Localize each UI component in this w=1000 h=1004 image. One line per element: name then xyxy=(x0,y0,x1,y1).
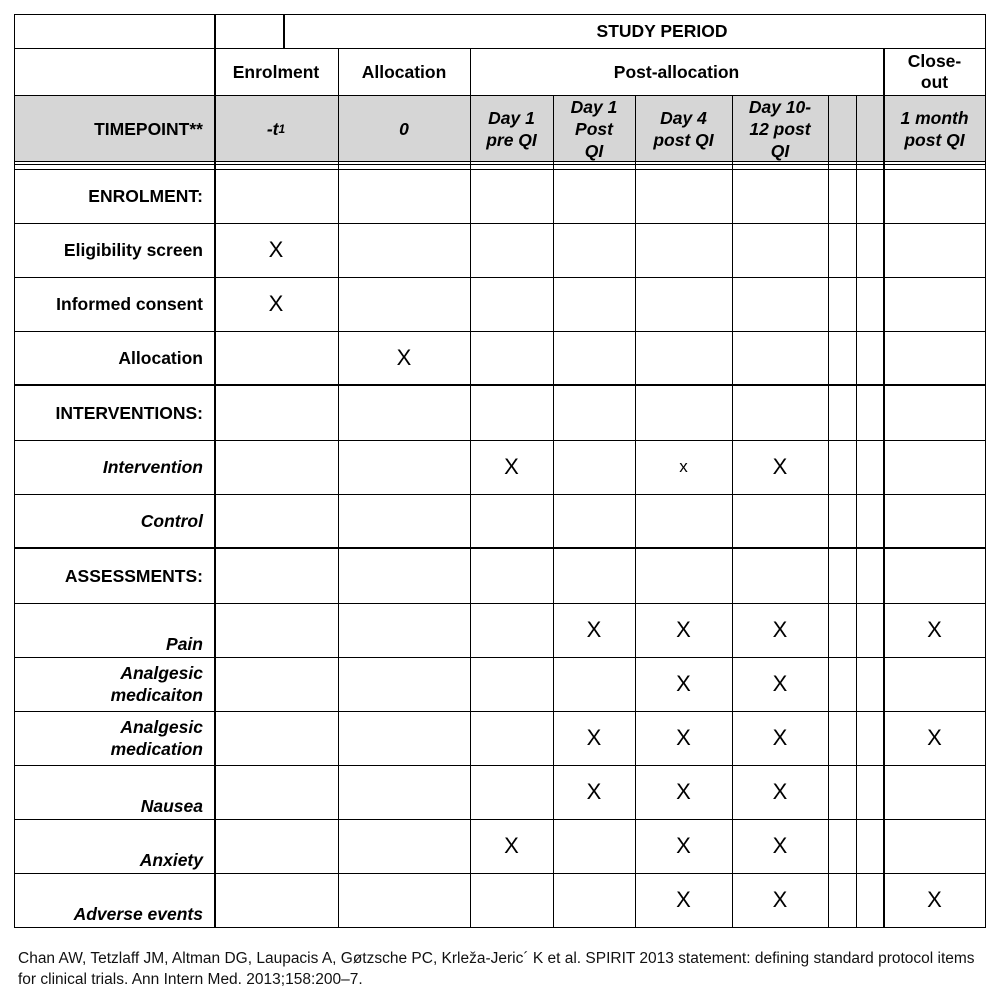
schedule-mark: X xyxy=(676,833,691,858)
schedule-mark: X xyxy=(927,725,942,750)
grid-line xyxy=(14,873,986,874)
schedule-mark: X xyxy=(504,454,519,479)
schedule-mark: X xyxy=(676,887,691,912)
col-line xyxy=(732,95,733,927)
grid-line xyxy=(14,277,986,278)
timepoint-7 xyxy=(856,95,883,162)
timepoint-1: 0 xyxy=(399,118,409,139)
timepoint-3: Day 1 Post QI xyxy=(570,96,618,161)
timepoint-0: -t 1 xyxy=(266,118,286,139)
col-line xyxy=(635,95,636,927)
col-line xyxy=(828,95,829,927)
schedule-mark: X xyxy=(676,671,691,696)
col-line xyxy=(470,48,471,927)
timepoint-5: Day 10- 12 post QI xyxy=(748,96,812,161)
grid-line xyxy=(14,384,986,386)
schedule-mark: X xyxy=(396,345,412,370)
schedule-mark: X xyxy=(772,454,788,479)
row-label: Analgesic medicaiton xyxy=(110,663,203,705)
table-border-right xyxy=(985,14,986,927)
grid-line xyxy=(14,657,986,658)
study-period-header: STUDY PERIOD xyxy=(596,21,728,41)
phase-close-out: Close- out xyxy=(907,50,962,92)
schedule-mark: X xyxy=(772,617,788,642)
grid-line xyxy=(14,603,986,604)
schedule-mark: X xyxy=(772,779,788,804)
row-label: INTERVENTIONS: xyxy=(55,402,203,423)
col-line xyxy=(338,48,339,927)
schedule-mark: X xyxy=(268,291,284,316)
grid-line xyxy=(14,161,986,162)
row-label: ENROLMENT: xyxy=(88,186,203,206)
schedule-mark: X xyxy=(772,671,788,696)
schedule-mark: X xyxy=(772,725,788,750)
row-label: Informed consent xyxy=(56,294,203,314)
grid-line xyxy=(14,331,986,332)
row-label: Adverse events xyxy=(73,904,203,924)
grid-line xyxy=(14,95,986,96)
schedule-mark: X xyxy=(586,725,602,750)
row-label: Allocation xyxy=(118,348,203,368)
schedule-mark: X xyxy=(676,779,691,804)
schedule-mark: X xyxy=(927,887,942,912)
col-line-close-out xyxy=(883,48,885,927)
schedule-mark: X xyxy=(676,617,691,642)
table-border-left xyxy=(14,14,15,927)
col-line xyxy=(856,95,857,927)
phase-enrolment: Enrolment xyxy=(232,61,320,82)
grid-line xyxy=(14,164,986,165)
grid-line xyxy=(14,169,986,170)
grid-line xyxy=(14,765,986,766)
schedule-mark: X xyxy=(268,237,284,262)
timepoint-6 xyxy=(828,95,856,162)
schedule-mark: X xyxy=(772,887,788,912)
timepoint-8: 1 month post QI xyxy=(900,107,969,150)
schedule-mark: X xyxy=(927,617,942,642)
col-line xyxy=(553,95,554,927)
grid-line xyxy=(14,223,986,224)
grid-line xyxy=(14,440,986,441)
col-line xyxy=(214,14,216,927)
timepoint-2: Day 1 pre QI xyxy=(486,107,537,150)
schedule-mark: X xyxy=(772,833,788,858)
citation-footer: Chan AW, Tetzlaff JM, Altman DG, Laupacis A, Gøtzsche PC, Krleža-Jeric´ K et al. SPIRIT 2013 statement: defining standard protocol items for clinical trials. Ann Intern Med. 2013;158:200–7. xyxy=(18,950,975,988)
schedule-mark: X xyxy=(586,617,602,642)
table-border-bottom xyxy=(14,927,986,928)
grid-line xyxy=(14,494,986,495)
table-border-top xyxy=(14,14,986,15)
row-label: Eligibility screen xyxy=(63,240,203,260)
row-label: Nausea xyxy=(140,796,203,816)
row-label: ASSESSMENTS: xyxy=(64,565,203,586)
schedule-mark: X xyxy=(676,725,691,750)
row-label: Intervention xyxy=(102,457,203,477)
header-split-line xyxy=(283,14,285,48)
row-label: Pain xyxy=(166,634,203,654)
row-label: Control xyxy=(140,511,203,531)
schedule-mark: x xyxy=(679,457,688,476)
phase-post-allocation: Post-allocation xyxy=(613,61,740,82)
schedule-mark: X xyxy=(504,833,519,858)
row-label: Anxiety xyxy=(139,850,203,870)
grid-line xyxy=(14,547,986,549)
row-label: Analgesic medication xyxy=(110,717,203,759)
grid-line xyxy=(14,711,986,712)
schedule-mark: X xyxy=(586,779,602,804)
timepoint-subscript: 1 xyxy=(278,121,286,136)
phase-allocation: Allocation xyxy=(361,61,447,82)
grid-line xyxy=(14,48,986,49)
grid-line xyxy=(14,819,986,820)
timepoint-4: Day 4 post QI xyxy=(653,107,714,150)
timepoint-label: TIMEPOINT** xyxy=(94,118,203,139)
